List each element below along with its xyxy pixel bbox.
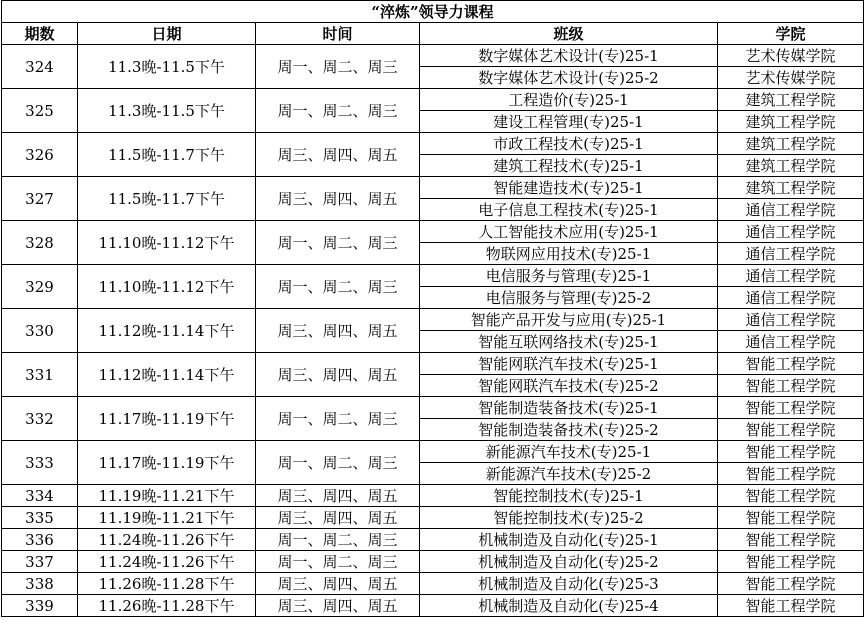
session-number: 333 <box>2 441 78 485</box>
college-name: 建筑工程学院 <box>718 155 864 177</box>
session-time: 周一、周二、周三 <box>256 441 420 485</box>
class-name: 人工智能技术应用(专)25-1 <box>420 221 718 243</box>
table-row <box>2 507 864 529</box>
college-name: 建筑工程学院 <box>718 133 864 155</box>
class-name: 智能网联汽车技术(专)25-2 <box>420 375 718 397</box>
session-date: 11.5晚-11.7下午 <box>78 133 256 177</box>
header-row <box>2 23 864 45</box>
college-name: 智能工程学院 <box>718 419 864 441</box>
session-number: 338 <box>2 573 78 595</box>
header-period: 期数 <box>2 23 78 45</box>
course-schedule-table <box>1 0 864 617</box>
session-number: 327 <box>2 177 78 221</box>
session-date: 11.10晚-11.12下午 <box>78 265 256 309</box>
table-row <box>2 595 864 617</box>
session-time: 周三、周四、周五 <box>256 573 420 595</box>
session-number: 329 <box>2 265 78 309</box>
session-time: 周三、周四、周五 <box>256 353 420 397</box>
header-class: 班级 <box>420 23 718 45</box>
college-name: 智能工程学院 <box>718 397 864 419</box>
session-number: 328 <box>2 221 78 265</box>
session-time: 周一、周二、周三 <box>256 529 420 551</box>
class-name: 智能网联汽车技术(专)25-1 <box>420 353 718 375</box>
class-name: 机械制造及自动化(专)25-4 <box>420 595 718 617</box>
table-row <box>2 309 864 331</box>
college-name: 通信工程学院 <box>718 221 864 243</box>
class-name: 数字媒体艺术设计(专)25-1 <box>420 45 718 67</box>
college-name: 建筑工程学院 <box>718 89 864 111</box>
session-time: 周三、周四、周五 <box>256 507 420 529</box>
college-name: 通信工程学院 <box>718 265 864 287</box>
college-name: 艺术传媒学院 <box>718 67 864 89</box>
table-row <box>2 133 864 155</box>
college-name: 通信工程学院 <box>718 309 864 331</box>
class-name: 机械制造及自动化(专)25-1 <box>420 529 718 551</box>
session-date: 11.24晚-11.26下午 <box>78 529 256 551</box>
session-number: 324 <box>2 45 78 89</box>
session-date: 11.24晚-11.26下午 <box>78 551 256 573</box>
college-name: 智能工程学院 <box>718 485 864 507</box>
session-number: 339 <box>2 595 78 617</box>
session-date: 11.17晚-11.19下午 <box>78 397 256 441</box>
session-date: 11.19晚-11.21下午 <box>78 507 256 529</box>
session-time: 周三、周四、周五 <box>256 309 420 353</box>
session-time: 周三、周四、周五 <box>256 595 420 617</box>
session-number: 330 <box>2 309 78 353</box>
session-number: 326 <box>2 133 78 177</box>
session-date: 11.19晚-11.21下午 <box>78 485 256 507</box>
session-date: 11.26晚-11.28下午 <box>78 595 256 617</box>
table-row <box>2 573 864 595</box>
session-number: 331 <box>2 353 78 397</box>
class-name: 电信服务与管理(专)25-2 <box>420 287 718 309</box>
session-number: 332 <box>2 397 78 441</box>
class-name: 智能控制技术(专)25-2 <box>420 507 718 529</box>
session-number: 335 <box>2 507 78 529</box>
table-row <box>2 89 864 111</box>
session-date: 11.17晚-11.19下午 <box>78 441 256 485</box>
session-time: 周一、周二、周三 <box>256 551 420 573</box>
class-name: 工程造价(专)25-1 <box>420 89 718 111</box>
session-number: 336 <box>2 529 78 551</box>
table-row <box>2 45 864 67</box>
class-name: 建筑工程技术(专)25-1 <box>420 155 718 177</box>
session-date: 11.3晚-11.5下午 <box>78 45 256 89</box>
college-name: 建筑工程学院 <box>718 111 864 133</box>
class-name: 机械制造及自动化(专)25-3 <box>420 573 718 595</box>
college-name: 通信工程学院 <box>718 287 864 309</box>
college-name: 通信工程学院 <box>718 199 864 221</box>
session-date: 11.12晚-11.14下午 <box>78 309 256 353</box>
class-name: 市政工程技术(专)25-1 <box>420 133 718 155</box>
table-row <box>2 177 864 199</box>
session-time: 周三、周四、周五 <box>256 485 420 507</box>
class-name: 智能制造装备技术(专)25-1 <box>420 397 718 419</box>
college-name: 智能工程学院 <box>718 353 864 375</box>
session-number: 334 <box>2 485 78 507</box>
table-row <box>2 265 864 287</box>
session-time: 周一、周二、周三 <box>256 265 420 309</box>
header-time: 时间 <box>256 23 420 45</box>
session-date: 11.26晚-11.28下午 <box>78 573 256 595</box>
table-row <box>2 441 864 463</box>
session-time: 周三、周四、周五 <box>256 133 420 177</box>
college-name: 智能工程学院 <box>718 573 864 595</box>
session-date: 11.12晚-11.14下午 <box>78 353 256 397</box>
college-name: 智能工程学院 <box>718 441 864 463</box>
college-name: 智能工程学院 <box>718 375 864 397</box>
table-row <box>2 551 864 573</box>
session-number: 337 <box>2 551 78 573</box>
table-row <box>2 397 864 419</box>
session-date: 11.5晚-11.7下午 <box>78 177 256 221</box>
class-name: 机械制造及自动化(专)25-2 <box>420 551 718 573</box>
class-name: 电信服务与管理(专)25-1 <box>420 265 718 287</box>
college-name: 通信工程学院 <box>718 243 864 265</box>
class-name: 智能建造技术(专)25-1 <box>420 177 718 199</box>
session-date: 11.10晚-11.12下午 <box>78 221 256 265</box>
header-college: 学院 <box>718 23 864 45</box>
college-name: 智能工程学院 <box>718 595 864 617</box>
table-title: “淬炼”领导力课程 <box>2 1 864 23</box>
college-name: 建筑工程学院 <box>718 177 864 199</box>
class-name: 数字媒体艺术设计(专)25-2 <box>420 67 718 89</box>
class-name: 新能源汽车技术(专)25-1 <box>420 441 718 463</box>
college-name: 智能工程学院 <box>718 529 864 551</box>
session-time: 周三、周四、周五 <box>256 177 420 221</box>
class-name: 新能源汽车技术(专)25-2 <box>420 463 718 485</box>
college-name: 智能工程学院 <box>718 551 864 573</box>
class-name: 智能产品开发与应用(专)25-1 <box>420 309 718 331</box>
class-name: 智能制造装备技术(专)25-2 <box>420 419 718 441</box>
session-time: 周一、周二、周三 <box>256 45 420 89</box>
session-date: 11.3晚-11.5下午 <box>78 89 256 133</box>
college-name: 智能工程学院 <box>718 463 864 485</box>
table-row <box>2 353 864 375</box>
session-time: 周一、周二、周三 <box>256 397 420 441</box>
table-row <box>2 221 864 243</box>
college-name: 艺术传媒学院 <box>718 45 864 67</box>
class-name: 智能互联网络技术(专)25-1 <box>420 331 718 353</box>
header-date: 日期 <box>78 23 256 45</box>
session-number: 325 <box>2 89 78 133</box>
class-name: 智能控制技术(专)25-1 <box>420 485 718 507</box>
title-row <box>2 1 864 23</box>
class-name: 建设工程管理(专)25-1 <box>420 111 718 133</box>
college-name: 通信工程学院 <box>718 331 864 353</box>
table-row <box>2 485 864 507</box>
session-time: 周一、周二、周三 <box>256 89 420 133</box>
college-name: 智能工程学院 <box>718 507 864 529</box>
class-name: 电子信息工程技术(专)25-1 <box>420 199 718 221</box>
session-time: 周一、周二、周三 <box>256 221 420 265</box>
table-row <box>2 529 864 551</box>
class-name: 物联网应用技术(专)25-1 <box>420 243 718 265</box>
